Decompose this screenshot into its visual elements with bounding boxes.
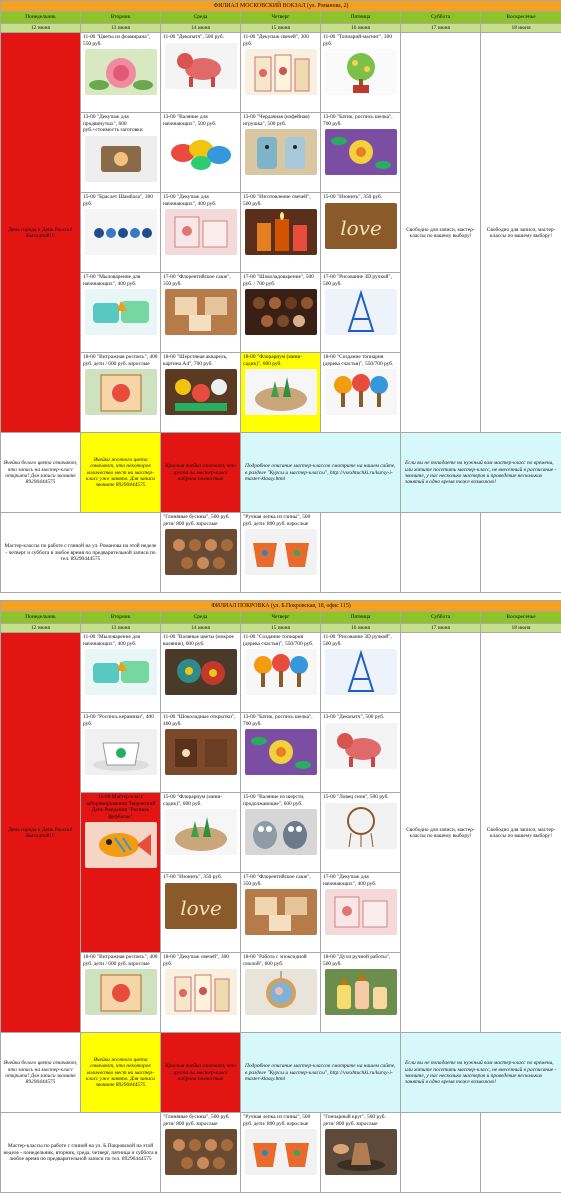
legend-full: Красная ячейка означает, что группа на мастер-класс набрана полностью [161, 1033, 241, 1113]
class-cell[interactable] [161, 33, 241, 113]
class-label: 18-00 "Витражная роспись", 400 руб. дети / 600 руб. взрослые [83, 354, 158, 367]
class-cell[interactable] [321, 873, 401, 953]
date-header: 15 июня [241, 624, 321, 633]
class-label: 17-00 "Мыловарение для начинающих", 400 руб. [83, 274, 141, 287]
string-art-photo [165, 883, 237, 929]
stained-glass-photo [85, 969, 157, 1015]
day-header: Вторник [81, 12, 161, 24]
class-cell[interactable] [81, 193, 161, 273]
class-cell[interactable] [161, 513, 241, 593]
decoupage-advanced-photo [85, 136, 157, 182]
class-cell[interactable] [161, 1113, 241, 1193]
sachet-photo [245, 889, 317, 935]
class-label: 15-00 "Декупаж для начинающих", 400 руб. [163, 194, 217, 207]
extra-booking-note: Если вы не попадаете на нужный вам мастер-класс по времени, или хотите посетить мастер-класс, не внесенный в расписание - звоните, у нас несколько мастеров и проведение нескольких занятий в одно время тоже возможно! [401, 1033, 561, 1113]
perfume-bottles-photo [325, 969, 397, 1015]
class-cell-full[interactable] [81, 793, 161, 953]
class-label: 17-00 "Рисование 3D ручкой", 500 руб. [323, 274, 392, 287]
batik-silk-photo [245, 729, 317, 775]
day-header: Понедельник [1, 612, 81, 624]
class-label: "Ручная лепка из глины", 500 руб. дети/ 800 руб. взрослые [243, 514, 311, 527]
legend-partly-booked: Ячейки желтого цвета означают, что некоторое количество мест на мастер-класс уже занято. Для записи звоните 89290444575 [81, 1033, 161, 1113]
coffee-toy-photo [245, 129, 317, 175]
class-cell[interactable] [321, 953, 401, 1033]
free-slot-cell[interactable]: Свободно для записи, мастер-классы по вашему выбору! [481, 633, 561, 1033]
wool-painting-photo [165, 369, 237, 415]
painted-fish-photo [85, 822, 157, 868]
class-cell[interactable] [161, 353, 241, 433]
class-cell[interactable] [321, 1113, 401, 1193]
svg-text:love: love [339, 215, 382, 240]
class-cell[interactable] [161, 113, 241, 193]
class-cell[interactable] [241, 713, 321, 793]
class-cell[interactable] [321, 353, 401, 433]
date-header: 18 июня [481, 24, 561, 33]
date-header: 12 июня [1, 624, 81, 633]
class-label: 15-00 "Ловец снов", 500 руб. [323, 794, 389, 801]
class-label: "Ручная лепка из глины", 500 руб. дети/ 800 руб. взрослые [243, 1114, 311, 1127]
day-header: Среда [161, 12, 241, 24]
class-label: "Глиняные бусины", 500 руб. дети/ 800 руб. взрослые [163, 1114, 230, 1127]
class-label: 11-00 "Декопатч", 500 руб. [163, 34, 224, 41]
chocolate-cards-photo [165, 729, 237, 775]
class-cell[interactable] [81, 273, 161, 353]
extra-booking-note: Если вы не попадаете на нужный вам мастер-класс по времени, или хотите посетить мастер-класс, не внесенный в расписание - звоните, у нас несколько мастеров и проведение нескольких занятий в одно время тоже возможно! [401, 433, 561, 513]
holiday-cell: День города и День России! Выходной!!! [1, 33, 81, 433]
class-label: 15-00 "Изонить", 350 руб. [323, 194, 383, 201]
empty-cell [401, 513, 481, 593]
class-cell[interactable] [81, 353, 161, 433]
class-label: 18-00 "Декупаж свечей", 300 руб. [163, 954, 229, 967]
svg-text:love: love [179, 895, 222, 920]
chocolate-photo [245, 289, 317, 335]
class-cell[interactable] [241, 1113, 321, 1193]
day-header: Воскресенье [481, 612, 561, 624]
class-cell[interactable] [241, 873, 321, 953]
foamiran-flower-photo [85, 49, 157, 95]
ceramic-cup-photo [85, 729, 157, 775]
pottery-wheel-photo [325, 1129, 397, 1175]
class-cell[interactable] [81, 633, 161, 713]
stained-glass-photo [85, 369, 157, 415]
date-header: 13 июня [81, 624, 161, 633]
class-cell[interactable] [81, 713, 161, 793]
day-header: Понедельник [1, 12, 81, 24]
sachet-photo [165, 289, 237, 335]
topiary-tree-photo [245, 649, 317, 695]
class-label: 13-00 "Декопатч", 500 руб. [323, 714, 385, 721]
class-label: 11-00 "Мыловарение для начинающих", 400 руб. [83, 634, 141, 647]
empty-cell [321, 513, 401, 593]
class-cell[interactable] [241, 953, 321, 1033]
date-header: 14 июня [161, 624, 241, 633]
topiary-magnet-photo [325, 49, 397, 95]
class-label: 18-00 "Витражная роспись", 400 руб. дети / 600 руб. взрослые [83, 954, 158, 967]
class-cell[interactable] [81, 953, 161, 1033]
day-header: Воскресенье [481, 12, 561, 24]
class-label: 15-00 "Изготовление свечей", 500 руб. [243, 194, 311, 207]
epoxy-pendant-photo [245, 969, 317, 1015]
soap-making-photo [85, 289, 157, 335]
class-label: 17-00 "Шоколадоварение", 500 руб. / 700 руб. [243, 274, 314, 287]
class-cell[interactable] [241, 513, 321, 593]
day-header: Суббота [401, 12, 481, 24]
class-label: 13-00 "Чердачная (кофейная) игрушка", 500 руб. [243, 114, 310, 127]
free-slot-cell[interactable]: Свободно для записи, мастер-классы по вашему выбору! [401, 33, 481, 433]
class-cell[interactable] [241, 193, 321, 273]
felted-owls-photo [245, 809, 317, 855]
decopatch-dog-photo [325, 723, 397, 769]
date-header: 12 июня [1, 24, 81, 33]
legend-partly-booked: Ячейки желтого цвета означают, что некоторое количество мест на мастер-класс уже занято. Для записи звоните 89290444575 [81, 433, 161, 513]
felted-flowers-photo [165, 649, 237, 695]
class-label: "Гончарный круг", 500 руб. дети/ 800 руб. взрослые [323, 1114, 386, 1127]
class-cell[interactable] [241, 113, 321, 193]
class-cell[interactable] [161, 873, 241, 953]
clay-cups-photo [245, 529, 317, 575]
class-label: 17-00 "Изонить", 350 руб. [163, 874, 223, 881]
class-cell[interactable] [241, 33, 321, 113]
class-label: 15-00 "Флорариум (мини-садик)", 600 руб. [163, 794, 223, 807]
class-label: 15-00 Мастер-класс заборинированию Творческий День Рождения "Роспись фуфбалке" [85, 794, 156, 820]
class-label: 13-00 "Роспись керамики", 400 руб. [83, 714, 154, 727]
decoupage-beginners-photo [165, 209, 237, 255]
clay-beads-photo [165, 529, 237, 575]
soap-making-photo [85, 649, 157, 695]
day-header: Вторник [81, 612, 161, 624]
class-cell[interactable] [81, 33, 161, 113]
class-cell[interactable] [241, 273, 321, 353]
clay-beads-photo [165, 1129, 237, 1175]
shamballa-bracelet-photo [85, 209, 157, 255]
legend-full: Красная ячейка означает, что группа на мастер-класс набрана полностью [161, 433, 241, 513]
class-cell[interactable] [81, 113, 161, 193]
day-header: Четверг [241, 12, 321, 24]
date-header: 17 июня [401, 24, 481, 33]
batik-silk-photo [325, 129, 397, 175]
class-label: 11-00 "Цветы из фоамирана", 550 руб. [83, 34, 151, 47]
class-label: 18-00 "Шерстяная акварель, картина А4", 700 руб. [163, 354, 228, 367]
florarium-photo [165, 809, 237, 855]
clay-cups-photo [245, 1129, 317, 1175]
class-cell[interactable] [161, 793, 241, 873]
clay-info: Мастер-классы по работе с глиной на ул. Романова на этой неделе - четверг и суббота в любое время по предварительной записи по тел. 89290444575 [1, 513, 161, 593]
class-cell[interactable] [241, 633, 321, 713]
branch-title: ФИЛИАЛ ПОКРОВКА (ул. Б.Покровская, 18, офис 115) [1, 601, 561, 612]
class-label: 11-00 "Валяные цветы (мокрое валяние), 600 руб. [163, 634, 234, 647]
clay-info: Мастер-классы по работе с глиной на ул. Б.Покровской на этой неделе - понедельник, вторник, среда, четверг, пятница и суббота в любое время по предварительной записи по тел. 89290444575 [1, 1113, 161, 1193]
3d-pen-tower-photo [325, 289, 397, 335]
date-header: 18 июня [481, 624, 561, 633]
class-label: 13-00 "Батик, роспись шелка", 700 руб. [243, 714, 313, 727]
class-label: 11-00 "Создание топиария (дерева счастья)", 550/700 руб. [243, 634, 314, 647]
day-header: Пятница [321, 12, 401, 24]
site-info-note: Подробное описание мастер-классов смотрите на нашем сайте, в разделе "Курсы и мастер-классы", http://vsexhtuchki.ru/kursy-i-master-klassy.html [241, 433, 401, 513]
date-header: 16 июня [321, 624, 401, 633]
class-label: 11-00 "Декупаж свечей", 300 руб. [243, 34, 309, 47]
branch-title: ФИЛИАЛ МОСКОВСКИЙ ВОКЗАЛ (ул. Романова, 2) [1, 1, 561, 12]
branch2-schedule-table [0, 600, 561, 1193]
class-cell[interactable] [321, 113, 401, 193]
decoupage-beginners-photo [325, 889, 397, 935]
class-label: 15-00 "Браслет Шамбала", 300 руб. [83, 194, 153, 207]
class-cell[interactable] [321, 193, 401, 273]
class-cell[interactable] [241, 793, 321, 873]
legend-open: Ячейки белого цвета означают, что запись на мастер-класс открыта! Для записи звоните 89290444575 [1, 1033, 81, 1113]
class-label: 15-00 "Валяние из шерсти, продолжающие", 600 руб. [243, 794, 305, 807]
candle-decoupage-photo [165, 969, 237, 1015]
day-header: Среда [161, 612, 241, 624]
class-label: 17-00 "Флорентийское саше", 350 руб. [243, 874, 311, 887]
free-slot-cell[interactable]: Свободно для записи, мастер-классы по вашему выбору! [481, 33, 561, 433]
day-header: Пятница [321, 612, 401, 624]
topiary-tree-photo [325, 369, 397, 415]
string-art-photo [325, 203, 397, 249]
date-header: 16 июня [321, 24, 401, 33]
free-slot-cell[interactable]: Свободно для записи, мастер-классы по вашему выбору! [401, 633, 481, 1033]
dreamcatcher-photo [325, 803, 397, 849]
class-cell[interactable] [321, 273, 401, 353]
day-header: Суббота [401, 612, 481, 624]
class-label: 11-00 "Шоколадные открытки", 400 руб. [163, 714, 236, 727]
class-label: 18-00 "Работа с эпоксидной смолой", 600 руб. [243, 954, 307, 967]
holiday-cell: День города и День России! Выходной!!! [1, 633, 81, 1033]
date-header: 13 июня [81, 24, 161, 33]
class-label: 17-00 "Флорентийское саше", 350 руб. [163, 274, 231, 287]
day-header: Четверг [241, 612, 321, 624]
class-label: 11-00 "Топиарий-магнит", 300 руб. [323, 34, 393, 47]
class-cell-partly-booked[interactable] [241, 353, 321, 433]
class-cell[interactable] [161, 273, 241, 353]
class-label: 18-00 "Флорариум (мини-садик)", 600 руб. [243, 354, 303, 367]
class-label: 13-00 "Батик, роспись шелка", 700 руб. [323, 114, 393, 127]
candle-decoupage-photo [245, 49, 317, 95]
site-info-note: Подробное описание мастер-классов смотрите на нашем сайте, в разделе "Курсы и мастер-классы", http://vsexhtuchki.ru/kursy-i-master-klassy.html [241, 1033, 401, 1113]
legend-open: Ячейки белого цвета означают, что запись на мастер-класс открыта! Для записи звоните 89290444575 [1, 433, 81, 513]
class-label: 13-00 "Валяние для начинающих", 500 руб. [163, 114, 217, 127]
class-label: 13-00 "Декупаж для продвинутых", 600 руб.+стоимость заготовки [83, 114, 143, 134]
date-header: 15 июня [241, 24, 321, 33]
branch1-schedule-table [0, 0, 561, 593]
empty-cell [481, 513, 561, 593]
class-cell[interactable] [161, 193, 241, 273]
decopatch-dog-photo [165, 43, 237, 89]
date-header: 17 июня [401, 624, 481, 633]
class-cell[interactable] [161, 713, 241, 793]
date-header: 14 июня [161, 24, 241, 33]
felting-wool-photo [165, 129, 237, 175]
class-label: "Глиняные бусины", 500 руб. дети/ 800 руб. взрослые [163, 514, 230, 527]
class-label: 18-00 "Духи ручной работы", 500 руб. [323, 954, 391, 967]
florarium-photo [245, 369, 317, 415]
class-cell[interactable] [321, 33, 401, 113]
class-cell[interactable] [161, 633, 241, 713]
empty-cell [401, 1113, 481, 1193]
candle-making-photo [245, 209, 317, 255]
class-cell[interactable] [321, 713, 401, 793]
class-cell[interactable] [321, 793, 401, 873]
class-label: 18-00 "Создание топиария (дерева счастья)", 550/700 руб. [323, 354, 394, 367]
class-label: 17-00 "Декупаж для начинающих", 400 руб. [323, 874, 377, 887]
class-label: 11-00 "Рисование 3D ручкой", 500 руб. [323, 634, 392, 647]
class-cell[interactable] [161, 953, 241, 1033]
3d-pen-tower-photo [325, 649, 397, 695]
class-cell[interactable] [321, 633, 401, 713]
empty-cell [481, 1113, 561, 1193]
